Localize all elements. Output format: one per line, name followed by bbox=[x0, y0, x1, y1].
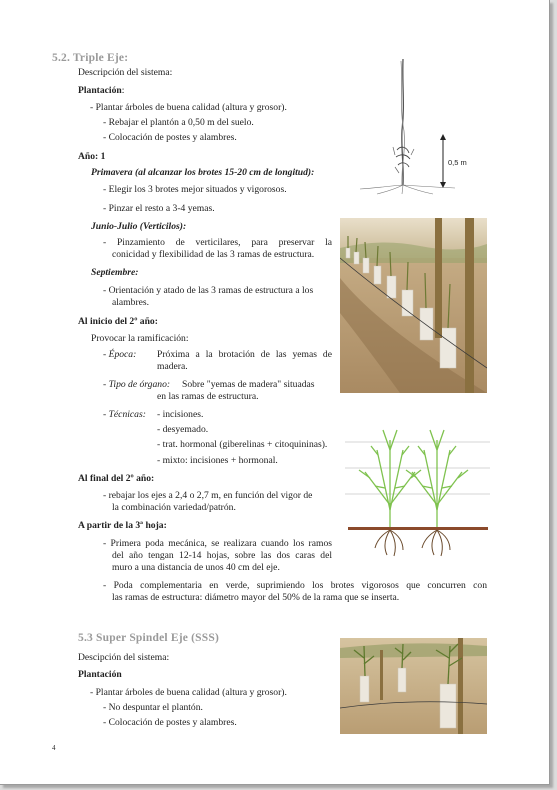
primavera-heading: Primavera (al alcanzar los brotes 15-20 cm de longitud): bbox=[91, 167, 315, 178]
plantlet-stem bbox=[393, 59, 414, 185]
list-item: - No despuntar el plantón. bbox=[103, 702, 203, 713]
list-item-continuation: alambres. bbox=[112, 297, 150, 308]
list-item: - Primera poda mecánica, se realizara cuando los ramos bbox=[103, 538, 332, 549]
list-item: - Plantar árboles de buena calidad (altura y grosor). bbox=[90, 687, 287, 698]
list-item-continuation: conicidad y flexibilidad de las 3 ramas de estructura. bbox=[112, 249, 315, 260]
section-title-5-3: 5.3 Super Spindel Eje (SSS) bbox=[78, 632, 219, 644]
plantacion-label: Plantación bbox=[78, 85, 122, 96]
third-leaf-heading: A partir de la 3ª hoja: bbox=[78, 520, 167, 531]
list-item-continuation: del año tengan 12-14 hojas, sobre las dos caras del bbox=[112, 550, 332, 561]
junio-julio-heading: Junio-Julio (Verticilos): bbox=[91, 221, 187, 232]
section-title-5-2: 5.2. Triple Eje: bbox=[52, 52, 129, 64]
tipo-organo-text: Sobre "yemas de madera" situadas bbox=[182, 379, 315, 390]
system-description-label: Descripción del sistema: bbox=[78, 67, 173, 78]
list-item: - Colocación de postes y alambres. bbox=[103, 717, 237, 728]
plantacion-heading bbox=[78, 85, 124, 97]
tree-branches-left bbox=[359, 430, 421, 528]
list-item: - Elegir los 3 brotes mejor situados y vigorosos. bbox=[103, 184, 287, 195]
list-item: - Orientación y atado de las 3 ramas de estructura a los bbox=[103, 285, 314, 296]
list-item: - rebajar los ejes a 2,4 o 2,7 m, en función del vigor de bbox=[103, 490, 313, 501]
triple-axis-diagram bbox=[345, 410, 490, 560]
list-item: - Rebajar el plantón a 0,50 m del suelo. bbox=[103, 117, 254, 128]
support-wires bbox=[345, 442, 490, 494]
plantlet-roots bbox=[360, 185, 455, 194]
epoca-label: - Época: bbox=[103, 349, 137, 360]
list-item: - Plantar árboles de buena calidad (altura y grosor). bbox=[90, 102, 287, 113]
orchard-photo-tubes bbox=[340, 218, 487, 393]
tecnica-item: - desyemado. bbox=[157, 424, 209, 435]
tecnica-item: - trat. hormonal (giberelinas + citoquininas). bbox=[157, 439, 328, 450]
list-item: - Pinzamiento de verticilares, para preservar la bbox=[103, 237, 332, 248]
root-systems bbox=[375, 530, 450, 556]
plantacion-colon: : bbox=[121, 85, 125, 96]
list-item: - Pinzar el resto a 3-4 yemas. bbox=[103, 203, 215, 214]
soil-line bbox=[348, 527, 488, 530]
tree-branches-right bbox=[406, 430, 468, 528]
tecnica-item: - mixto: incisiones + hormonal. bbox=[157, 455, 278, 466]
plantlet-sketch-figure bbox=[355, 55, 480, 195]
list-item: - Colocación de postes y alambres. bbox=[103, 132, 237, 143]
height-marker-label: 0,5 m bbox=[448, 158, 467, 167]
list-item: - Poda complementaria en verde, suprimiendo los brotes vigorosos que concurren con bbox=[103, 580, 487, 591]
height-marker-arrow bbox=[440, 134, 446, 188]
epoca-text: Próxima a la brotación de las yemas de bbox=[157, 349, 332, 360]
second-year-start-heading: Al inicio del 2º año: bbox=[78, 316, 158, 327]
year-1-heading: Año: 1 bbox=[78, 151, 106, 162]
tecnica-item: - incisiones. bbox=[157, 409, 204, 420]
septiembre-heading: Septiembre: bbox=[91, 267, 139, 278]
sss-orchard-photo bbox=[340, 638, 487, 734]
system-description-label: Descipción del sistema: bbox=[78, 652, 170, 663]
provocar-text: Provocar la ramificación: bbox=[91, 333, 189, 344]
tipo-organo-text-continuation: en las ramas de estructura. bbox=[157, 391, 259, 402]
list-item-continuation: la combinación variedad/patrón. bbox=[112, 502, 236, 513]
plantacion-heading: Plantación bbox=[78, 669, 122, 680]
tipo-organo-label: - Tipo de órgano: bbox=[103, 379, 171, 390]
tecnicas-label: - Técnicas: bbox=[103, 409, 146, 420]
epoca-text-continuation: madera. bbox=[157, 361, 188, 372]
second-year-end-heading: Al final del 2º año: bbox=[78, 473, 155, 484]
list-item-continuation: las ramas de estructura: diámetro mayor del 50% de la rama que se inserta. bbox=[112, 592, 400, 603]
list-item-continuation: muro a una distancia de unos 40 cm del eje. bbox=[112, 562, 280, 573]
page-number: 4 bbox=[52, 744, 56, 752]
